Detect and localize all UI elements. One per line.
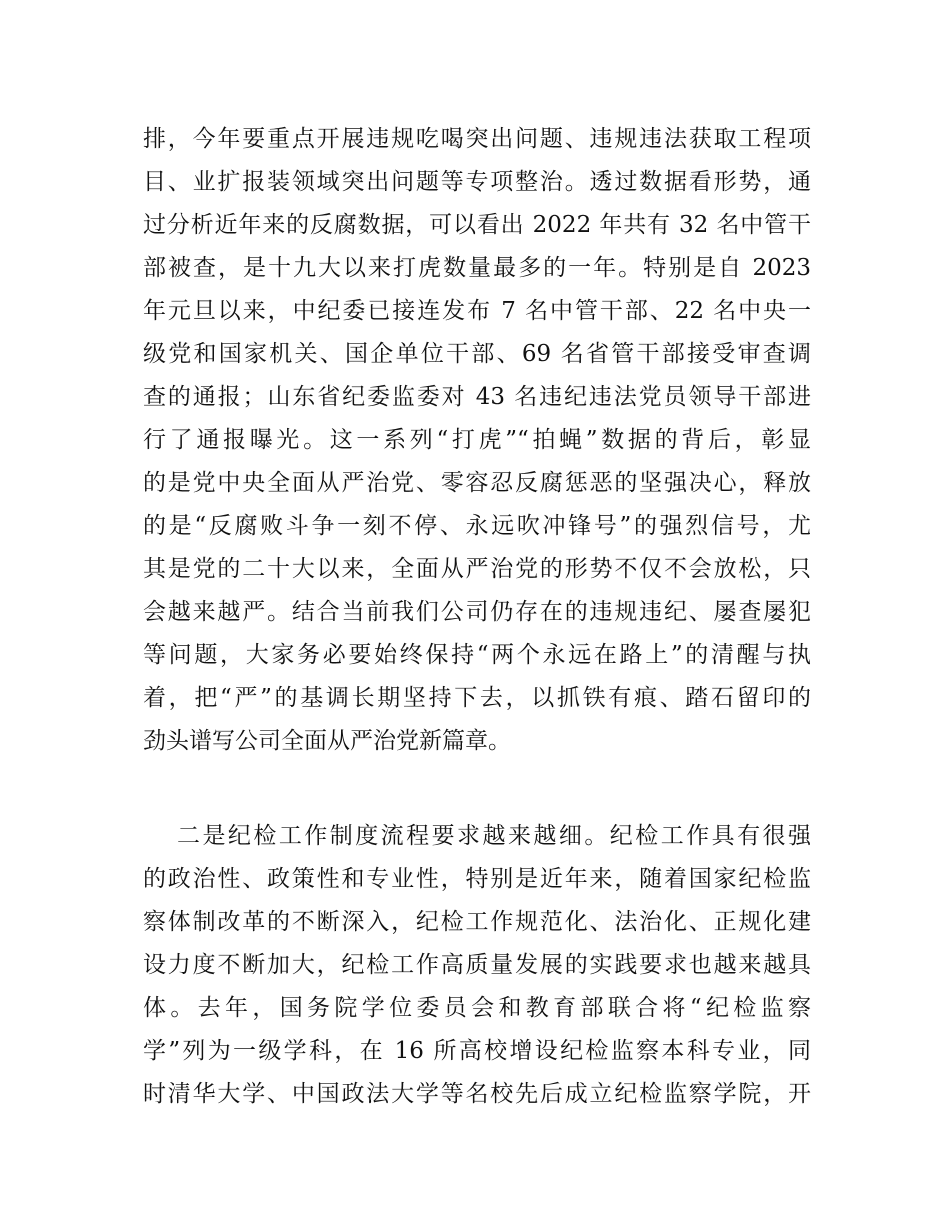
text-line: 排，今年要重点开展违规吃喝突出问题、违规违法获取工程项 <box>143 126 811 152</box>
text-line: 等问题，大家务必要始终保持“两个永远在路上”的清醒与执 <box>143 642 811 668</box>
text-line: 二是纪检工作制度流程要求越来越细。纪检工作具有很强 <box>177 823 811 849</box>
text-line: 劲头谱写公司全面从严治党新篇章。 <box>143 728 511 754</box>
paragraph-2 <box>143 815 811 1116</box>
text-line: 的是“反腐败斗争一刻不停、永远吹冲锋号”的强烈信号，尤 <box>143 513 811 539</box>
text-line: 着，把“严”的基调长期坚持下去，以抓铁有痕、踏石留印的 <box>143 685 811 711</box>
text-line: 过分析近年来的反腐数据，可以看出 2022 年共有 32 名中管干 <box>143 212 811 238</box>
text-line: 设力度不断加大，纪检工作高质量发展的实践要求也越来越具 <box>143 952 811 978</box>
text-line: 查的通报；山东省纪委监委对 43 名违纪违法党员领导干部进 <box>143 384 811 410</box>
text-line: 的是党中央全面从严治党、零容忍反腐惩恶的坚强决心，释放 <box>143 470 811 496</box>
text-line: 年元旦以来，中纪委已接连发布 7 名中管干部、22 名中央一 <box>143 298 811 324</box>
text-line: 学”列为一级学科，在 16 所高校增设纪检监察本科专业，同 <box>143 1038 811 1064</box>
text-line: 时清华大学、中国政法大学等名校先后成立纪检监察学院，开 <box>143 1081 811 1107</box>
text-line: 级党和国家机关、国企单位干部、69 名省管干部接受审查调 <box>143 341 811 367</box>
paragraph-1 <box>143 118 811 763</box>
text-line: 行了通报曝光。这一系列“打虎”“拍蝇”数据的背后，彰显 <box>143 427 811 453</box>
text-line: 其是党的二十大以来，全面从严治党的形势不仅不会放松，只 <box>143 556 811 582</box>
text-line: 目、业扩报装领域突出问题等专项整治。透过数据看形势，通 <box>143 169 811 195</box>
text-line: 察体制改革的不断深入，纪检工作规范化、法治化、正规化建 <box>143 909 811 935</box>
text-line: 的政治性、政策性和专业性，特别是近年来，随着国家纪检监 <box>143 866 811 892</box>
text-line: 会越来越严。结合当前我们公司仍存在的违规违纪、屡查屡犯 <box>143 599 811 625</box>
text-line: 体。去年，国务院学位委员会和教育部联合将“纪检监察 <box>143 995 811 1021</box>
text-line: 部被查，是十九大以来打虎数量最多的一年。特别是自 2023 <box>143 255 811 281</box>
